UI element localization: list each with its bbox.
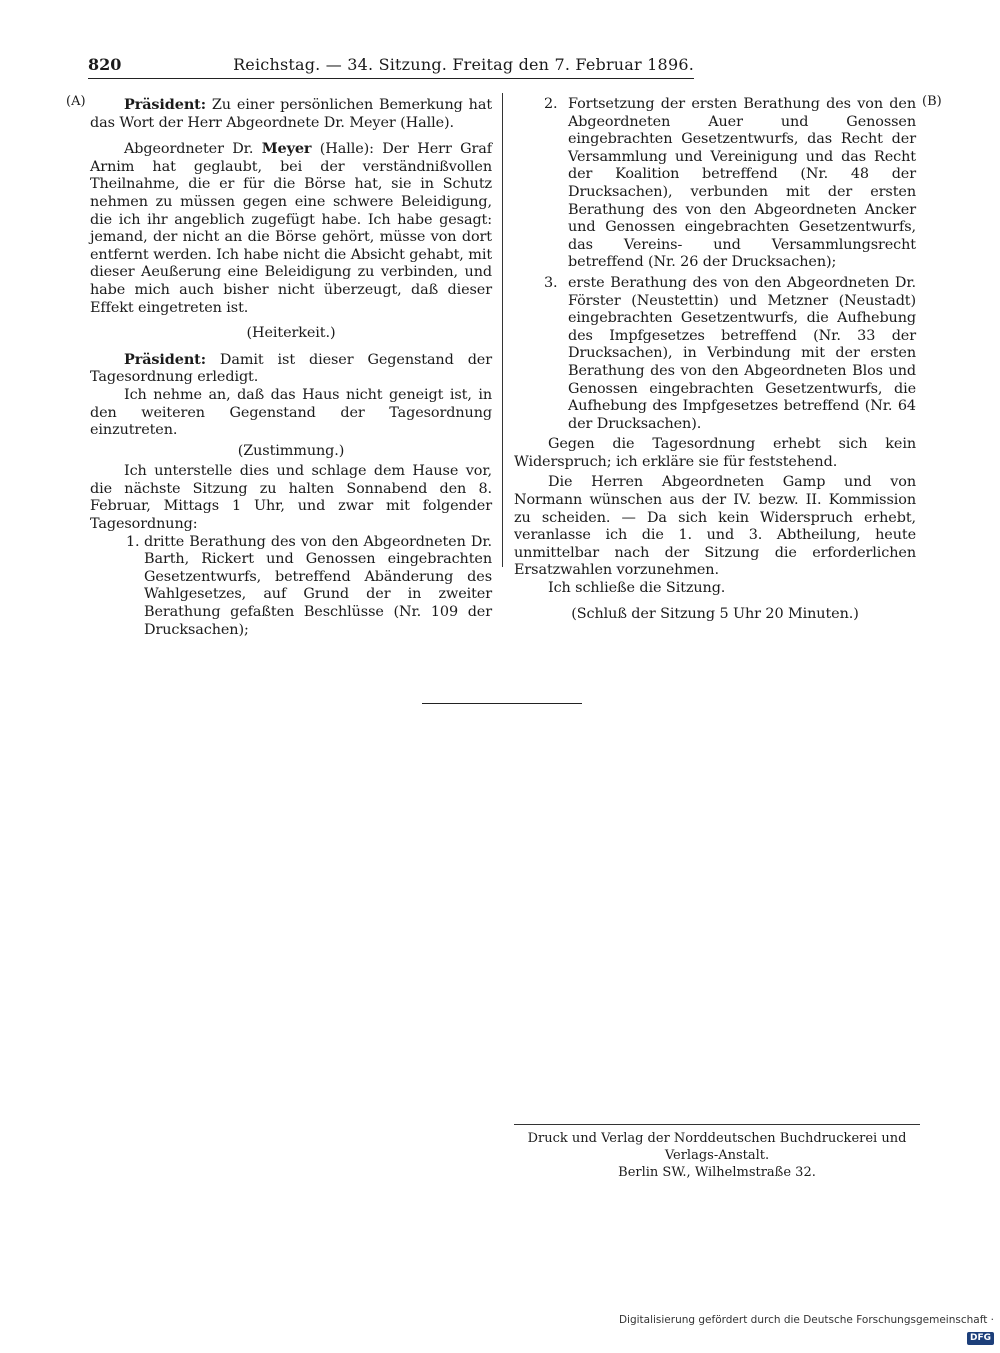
speaker-name: Präsident: (124, 96, 206, 113)
paragraph-commission-change: Die Herren Abgeordneten Gamp und von Normann wünschen aus der IV. bezw. II. Kommission zu scheiden. — Da sich kein Widerspruch erhebt, veranlasse ich die 1. und 3. Abtheilung, heute unmittelbar nach der Sitzung die erforderlichen Ersatzwahlen vorzunehmen. (514, 474, 916, 579)
speaker-name: Meyer (261, 140, 312, 158)
agenda-item-number: 2. (544, 96, 558, 112)
paragraph-president-closing (90, 351, 492, 387)
paragraph-president-remark (90, 96, 492, 132)
paragraph-next-session: Ich unterstelle dies und schlage dem Hause vor, die nächste Sitzung zu halten Sonnabend den 8. Februar, Mittags 1 Uhr, und zwar mit folgender Tagesordnung: (90, 463, 492, 533)
paragraph-agenda-fixed: Gegen die Tagesordnung erhebt sich kein Widerspruch; ich erkläre sie für feststehend. (514, 436, 916, 470)
paragraph-assumption: Ich nehme an, daß das Haus nicht geneigt ist, in den weiteren Gegenstand der Tagesordnung einzutreten. (90, 386, 492, 439)
agenda-item-3 (514, 275, 916, 433)
agenda-item-2 (514, 96, 916, 272)
session-end-note: (Schluß der Sitzung 5 Uhr 20 Minuten.) (571, 605, 859, 622)
speaker-name: Präsident: (124, 350, 206, 368)
footer-credit: Digitalisierung gefördert durch die Deutsche Forschungsgemeinschaft · (618, 1314, 994, 1326)
paragraph-session-closed: Ich schließe die Sitzung. (548, 580, 726, 597)
column-divider (502, 93, 503, 567)
imprint-publisher: Druck und Verlag der Norddeutschen Buchdruckerei und Verlags-Anstalt. (527, 1131, 907, 1163)
paragraph-text: (Halle): Der Herr Graf Arnim hat geglaubt, bei der verständnißvollen Theilnahme, die er für die Börse hat, sie in Schutz nehmen zu müssen gegen eine schwere Beleidigung, die ich ihr angeblich zugefügt habe. Ich habe gesagt: jemand, der nicht an die Börse gehört, müsse von dort entfernt werden. Ich habe nicht die Absicht gehabt, mit dieser Aeußerung eine Beleidigung zu verbinden, und habe mich auch bisher nicht überzeugt, daß dieser Effekt eingetreten ist. (90, 141, 492, 316)
header-rule (88, 78, 694, 79)
page-header (88, 52, 694, 78)
interjection-approval: (Zustimmung.) (237, 442, 345, 459)
page-number: 820 (88, 55, 122, 74)
margin-mark-left: (A) (66, 94, 86, 109)
paragraph-meyer-speech (90, 140, 492, 317)
agenda-list-continued (514, 96, 916, 433)
running-title: Reichstag. — 34. Sitzung. Freitag den 7. Februar 1896. (233, 55, 694, 74)
agenda-item-1 (90, 534, 492, 640)
right-column (514, 96, 916, 623)
imprint-rule (514, 1124, 920, 1125)
digitization-footer (604, 1311, 994, 1343)
left-column (90, 96, 492, 639)
paragraph-text: Zu einer persönlichen Bemerkung hat das Wort der Herr Abgeordnete Dr. Meyer (Halle). (90, 97, 492, 131)
paragraph-text: Damit ist dieser Gegenstand der Tagesordnung erledigt. (90, 351, 492, 386)
section-end-rule (422, 703, 582, 704)
imprint (514, 1124, 920, 1181)
agenda-item-text: Fortsetzung der ersten Berathung des von den Abgeordneten Auer und Genossen eingebrachten Gesetzentwurfs, das Recht der Versammlung und Vereinigung und das Recht der Koalition betreffend (Nr. 48 der Drucksachen), verbunden mit der ersten Berathung des von den Abgeordneten Ancker und Genossen eingebrachten Gesetzentwurfs, das Vereins- und Versammlungsrecht betreffend (Nr. 26 der Drucksachen); (568, 96, 916, 271)
speaker-title: Abgeordneter Dr. (124, 141, 262, 158)
interjection-laughter: (Heiterkeit.) (246, 325, 336, 342)
margin-mark-right: (B) (922, 94, 942, 109)
agenda-item-number: 3. (544, 274, 558, 291)
agenda-item-number: 1. (126, 533, 140, 550)
agenda-item-text: erste Berathung des von den Abgeordneten Dr. Förster (Neustettin) und Metzner (Neustadt) eingebrachten Gesetzentwurfs, die Aufhebung des Impfgesetzes betreffend (Nr. 33 der Drucksachen), in Verbindung mit der ersten Berathung des von den Abgeordneten Blos und Genossen eingebrachten Gesetzentwurfs, die Aufhebung des Impfgesetzes betreffend (Nr. 64 der Drucksachen). (568, 274, 916, 432)
dfg-logo-icon: DFG (967, 1332, 994, 1345)
imprint-address: Berlin SW., Wilhelmstraße 32. (618, 1165, 816, 1180)
agenda-item-text: dritte Berathung des von den Abgeordneten Dr. Barth, Rickert und Genossen eingebrachten Gesetzentwurfs, betreffend Abänderung des Wahlgesetzes, auf Grund der in zweiter Berathung gefaßten Beschlüsse (Nr. 109 der Drucksachen); (144, 533, 492, 638)
agenda-list (90, 534, 492, 640)
